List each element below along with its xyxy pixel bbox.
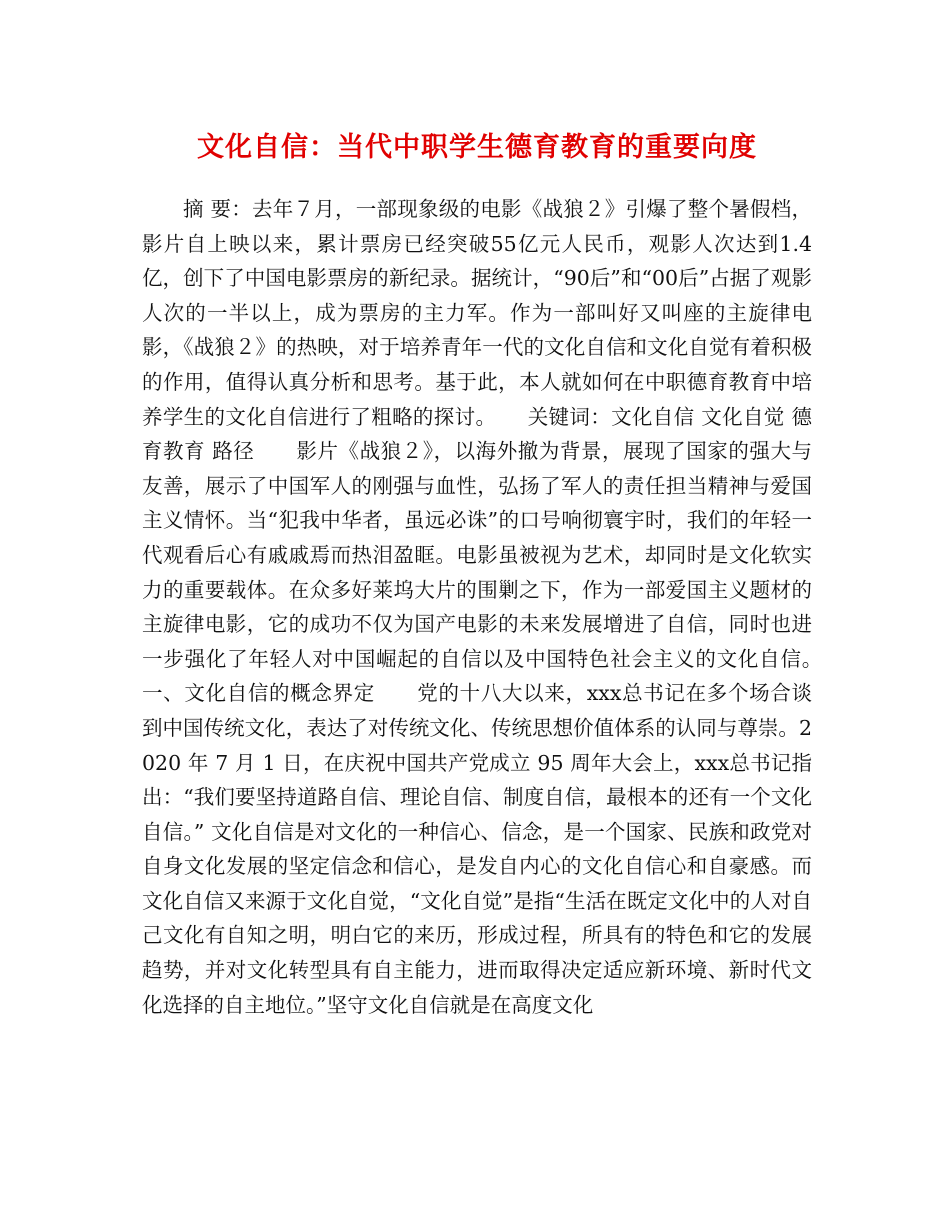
document-body-paragraph: 摘 要：去年７月，一部现象级的电影《战狼２》引爆了整个暑假档，影片自上映以来，累计票房已经突破55亿元人民币，观影人次达到1.4亿，创下了中国电影票房的新纪录。据统计，“90后”和“00后”占据了观影人次的一半以上，成为票房的主力军。作为一部叫好又叫座的主旋律电影，《战狼２》的热映，对于培养青年一代的文化自信和文化自觉有着积极的作用，值得认真分析和思考。基于此，本人就如何在中职德育教育中培养学生的文化自信进行了粗略的探讨。 关键词：文化自信 文化自觉 德育教育 路径 影片《战狼２》，以海外撤为背景，展现了国家的强大与友善，展示了中国军人的刚强与血性，弘扬了军人的责任担当精神与爱国主义情怀。当“犯我中华者，虽远必诛”的口号响彻寰宇时，我们的年轻一代观看后心有戚戚焉而热泪盈眶。电影虽被视为艺术，却同时是文化软实力的重要载体。在众多好莱坞大片的围剿之下，作为一部爱国主义题材的主旋律电影，它的成功不仅为国产电影的未来发展增进了自信，同时也进一步强化了年轻人对中国崛起的自信以及中国特色社会主义的文化自信。 一、文化自信的概念界定 党的十八大以来，xxx总书记在多个场合谈到中国传统文化，表达了对传统文化、传统思想价值体系的认同与尊崇。2020 年 7 月 1 日，在庆祝中国共产党成立 95 周年大会上，xxx总书记指出：“我们要坚持道路自信、理论自信、制度自信，最根本的还有一个文化自信。” 文化自信是对文化的一种信心、信念，是一个国家、民族和政党对自身文化发展的坚定信念和信心，是发自内心的文化自信心和自豪感。而文化自信又来源于文化自觉，“文化自觉”是指“生活在既定文化中的人对自己文化有自知之明，明白它的来历，形成过程，所具有的特色和它的发展趋势，并对文化转型具有自主能力，进而取得决定适应新环境、新时代文化选择的自主地位。”坚守文化自信就是在高度文化 xyxy=(142,197,853,1017)
document-title: 文化自信：当代中职学生德育教育的重要向度 xyxy=(197,132,757,163)
